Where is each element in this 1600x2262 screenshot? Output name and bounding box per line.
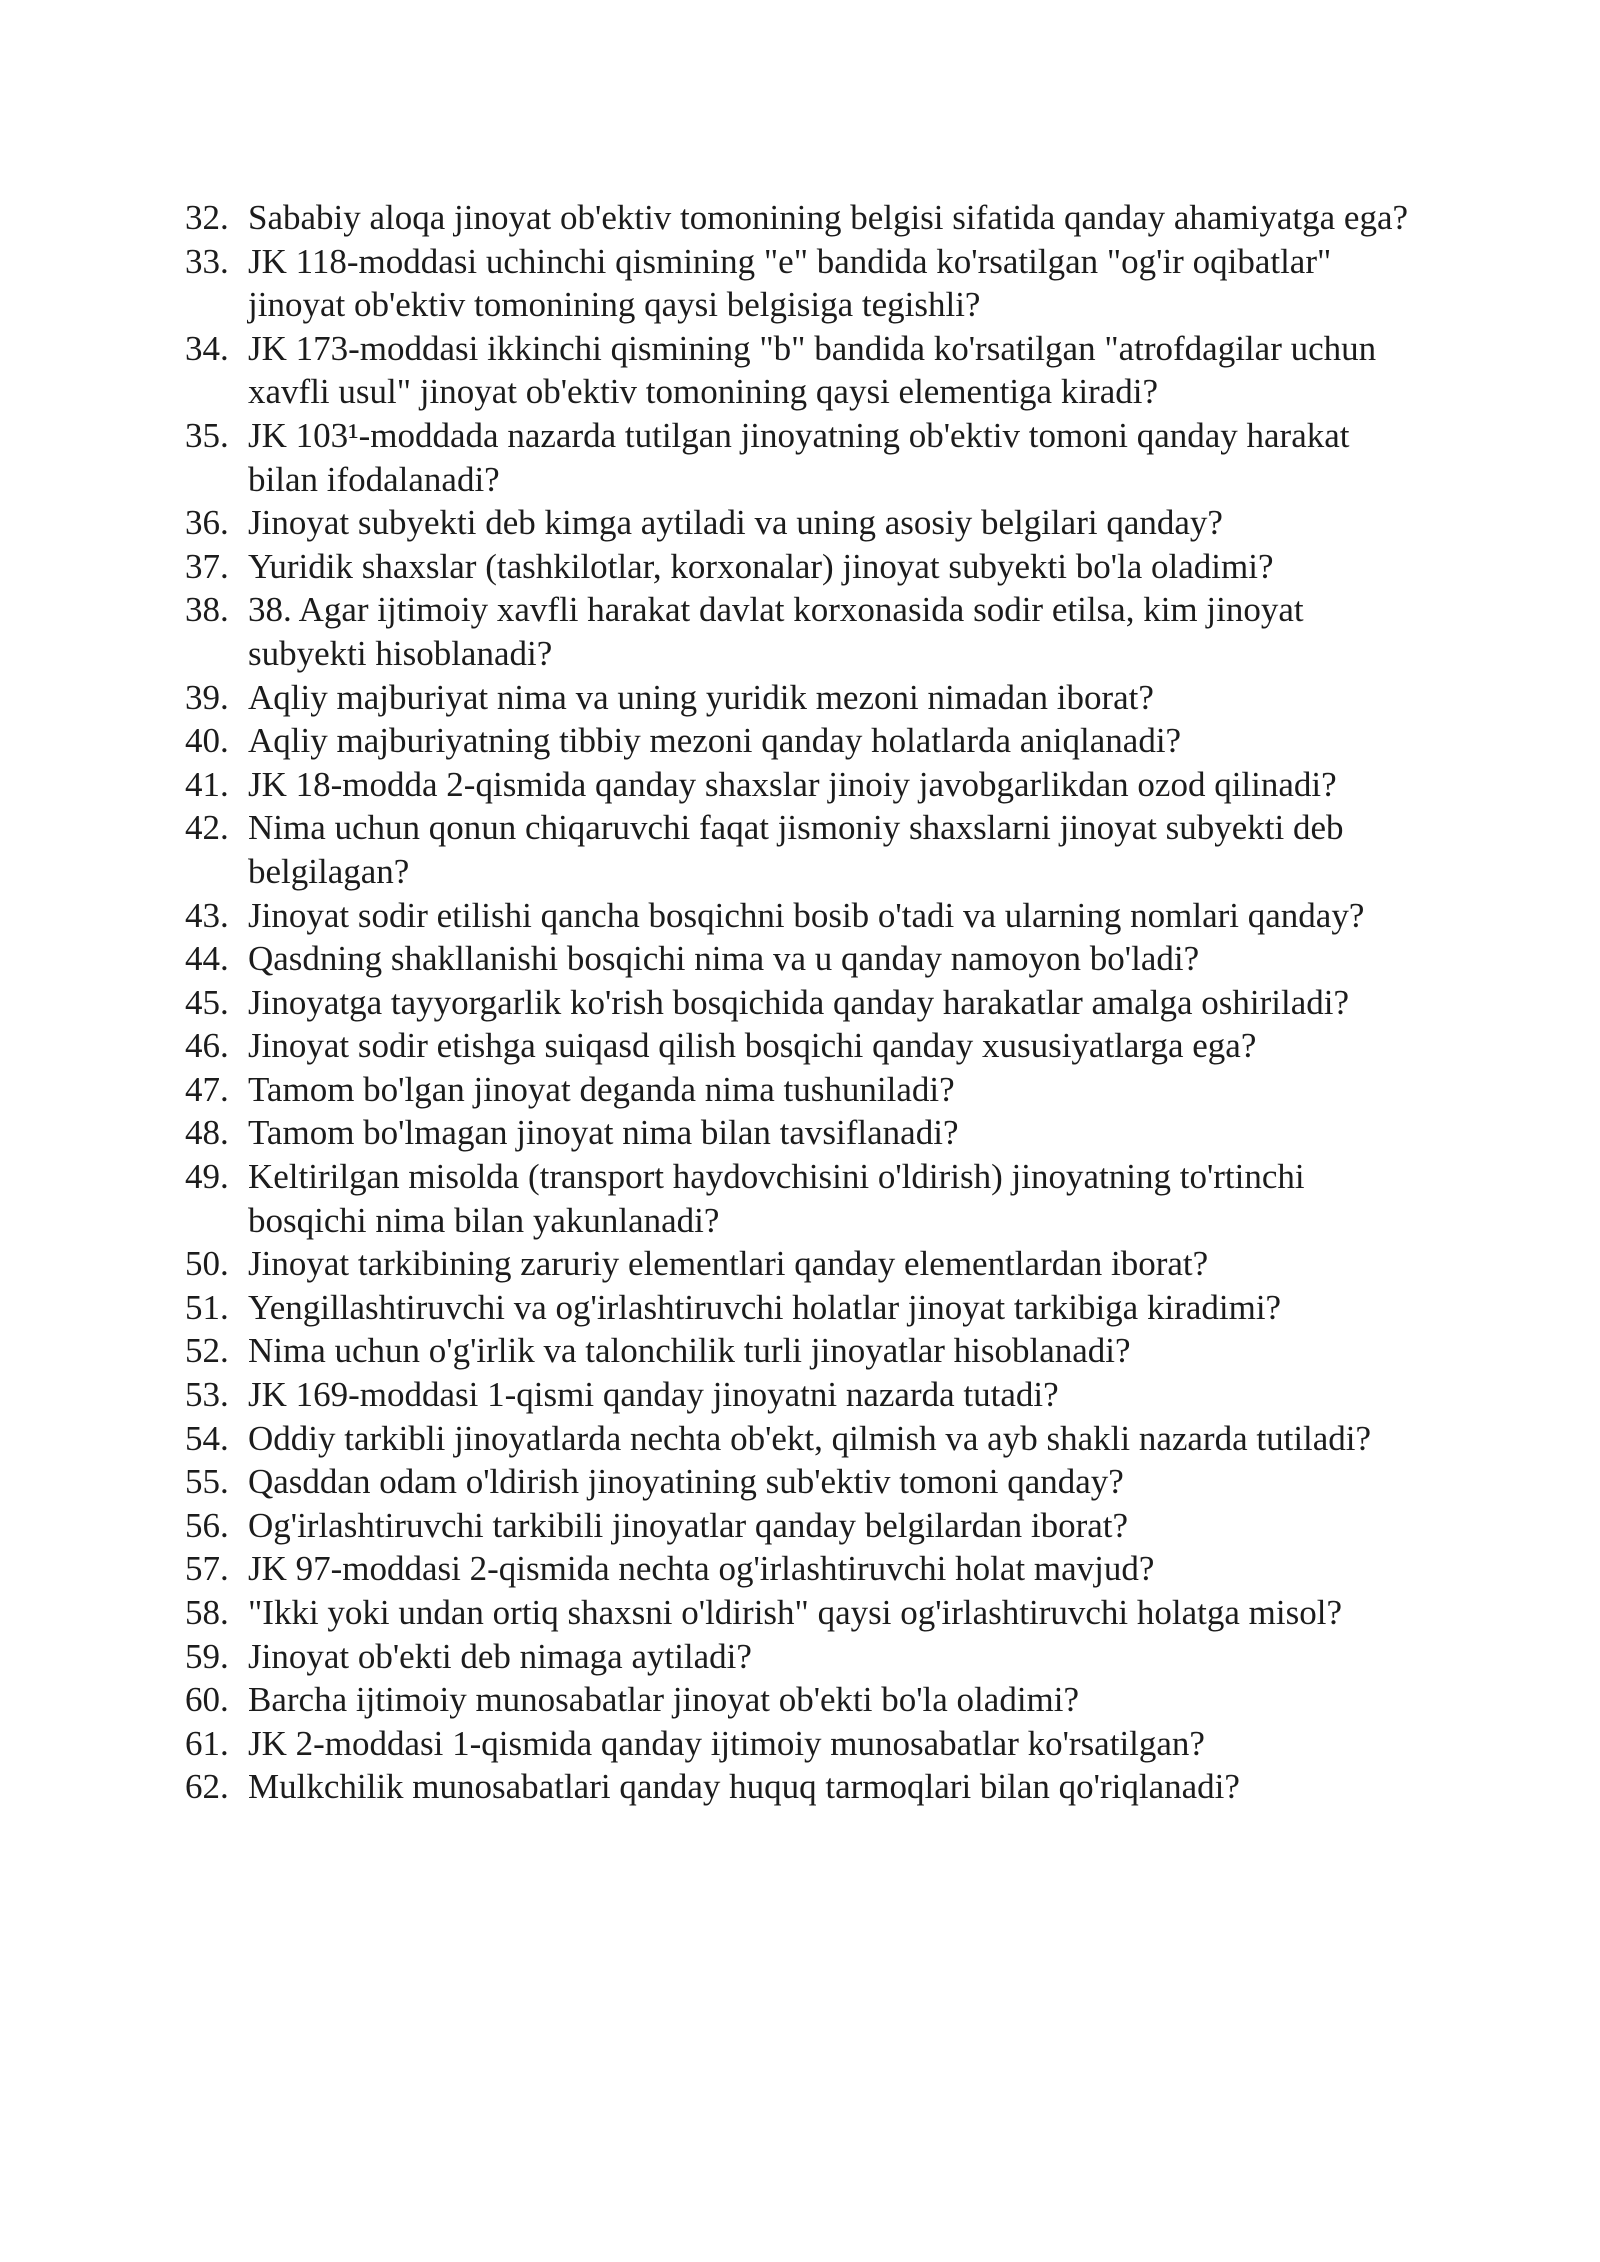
question-number: 40. <box>185 721 229 761</box>
question-number: 45. <box>185 982 229 1022</box>
question-item <box>185 1547 1415 1591</box>
question-item <box>185 719 1415 763</box>
question-text: Tamom bo'lmagan jinoyat nima bilan tavsiflanadi? <box>248 1113 959 1153</box>
question-item <box>185 981 1415 1025</box>
question-number: 32. <box>185 198 229 237</box>
question-item <box>185 545 1415 589</box>
question-number: 42. <box>185 808 229 848</box>
question-item <box>185 763 1415 807</box>
question-text: Jinoyat tarkibining zaruriy elementlari qanday elementlardan iborat? <box>248 1244 1209 1284</box>
question-item <box>185 1417 1415 1461</box>
question-text: Sababiy aloqa jinoyat ob'ektiv tomonining belgisi sifatida qanday ahamiyatga ega? <box>248 198 1409 237</box>
question-text: Yuridik shaxslar (tashkilotlar, korxonalar) jinoyat subyekti bo'la oladimi? <box>248 546 1274 586</box>
question-number: 56. <box>185 1505 229 1545</box>
question-item <box>185 588 1415 675</box>
question-number: 57. <box>185 1549 229 1589</box>
question-text: Og'irlashtiruvchi tarkibili jinoyatlar qanday belgilardan iborat? <box>248 1505 1129 1545</box>
question-number: 37. <box>185 546 229 586</box>
question-number: 33. <box>185 241 229 281</box>
question-text: "Ikki yoki undan ortiq shaxsni o'ldirish" qaysi og'irlashtiruvchi holatga misol? <box>248 1593 1342 1632</box>
question-number: 54. <box>185 1418 229 1458</box>
question-number: 39. <box>185 677 229 717</box>
question-item <box>185 1329 1415 1373</box>
question-number: 58. <box>185 1593 229 1632</box>
question-text: Tamom bo'lgan jinoyat deganda nima tushuniladi? <box>248 1069 955 1109</box>
question-text: Aqliy majburiyatning tibbiy mezoni qanday holatlarda aniqlanadi? <box>248 721 1182 761</box>
question-item <box>185 1155 1415 1242</box>
question-text: JK 169-moddasi 1-qismi qanday jinoyatni nazarda tutadi? <box>248 1375 1059 1415</box>
question-item <box>185 676 1415 720</box>
question-number: 62. <box>185 1767 229 1807</box>
question-number: 51. <box>185 1287 229 1327</box>
question-text: 38. Agar ijtimoiy xavfli harakat davlat korxonasida sodir etilsa, kim jinoyat subyekti hisoblanadi? <box>248 590 1304 673</box>
question-text: Mulkchilik munosabatlari qanday huquq tarmoqlari bilan qo'riqlanadi? <box>248 1767 1240 1807</box>
question-item <box>185 1242 1415 1286</box>
question-item <box>185 1286 1415 1330</box>
question-item <box>185 1068 1415 1112</box>
question-item <box>185 1765 1415 1809</box>
question-number: 44. <box>185 939 229 979</box>
question-text: Jinoyat sodir etilishi qancha bosqichni bosib o'tadi va ularning nomlari qanday? <box>248 895 1365 935</box>
question-text: Qasdning shakllanishi bosqichi nima va u qanday namoyon bo'ladi? <box>248 939 1200 979</box>
question-item <box>185 1504 1415 1548</box>
question-number: 49. <box>185 1157 229 1197</box>
question-list <box>185 196 1415 1809</box>
question-number: 43. <box>185 895 229 935</box>
question-item <box>185 937 1415 981</box>
question-text: Qasddan odam o'ldirish jinoyatining sub'ektiv tomoni qanday? <box>248 1462 1124 1502</box>
question-text: Yengillashtiruvchi va og'irlashtiruvchi holatlar jinoyat tarkibiga kiradimi? <box>248 1287 1282 1327</box>
question-text: Oddiy tarkibli jinoyatlarda nechta ob'ekt, qilmish va ayb shakli nazarda tutiladi? <box>248 1418 1372 1458</box>
question-text: Jinoyat ob'ekti deb nimaga aytiladi? <box>248 1636 752 1676</box>
question-text: JK 103¹-moddada nazarda tutilgan jinoyatning ob'ektiv tomoni qanday harakat bilan ifodalanadi? <box>248 415 1350 499</box>
question-text: JK 173-moddasi ikkinchi qismining "b" bandida ko'rsatilgan "atrofdagilar uchun xavfli usul" jinoyat ob'ektiv tomonining qaysi elementiga kiradi? <box>248 328 1377 412</box>
question-number: 47. <box>185 1069 229 1109</box>
question-item <box>185 1460 1415 1504</box>
question-number: 38. <box>185 590 229 630</box>
question-number: 52. <box>185 1331 229 1371</box>
question-item <box>185 501 1415 545</box>
question-item <box>185 414 1415 501</box>
question-number: 48. <box>185 1113 229 1153</box>
question-item <box>185 1024 1415 1068</box>
question-number: 50. <box>185 1244 229 1284</box>
question-number: 36. <box>185 503 229 543</box>
question-text: Jinoyat subyekti deb kimga aytiladi va uning asosiy belgilari qanday? <box>248 503 1223 543</box>
question-number: 59. <box>185 1636 229 1676</box>
question-text: Aqliy majburiyat nima va uning yuridik mezoni nimadan iborat? <box>248 677 1154 717</box>
question-text: Keltirilgan misolda (transport haydovchisini o'ldirish) jinoyatning to'rtinchi bosqichi nima bilan yakunlanadi? <box>248 1157 1305 1240</box>
question-item <box>185 894 1415 938</box>
question-item <box>185 196 1415 240</box>
question-item <box>185 240 1415 327</box>
question-text: JK 97-moddasi 2-qismida nechta og'irlashtiruvchi holat mavjud? <box>248 1549 1155 1589</box>
question-number: 55. <box>185 1462 229 1502</box>
question-text: Barcha ijtimoiy munosabatlar jinoyat ob'ekti bo'la oladimi? <box>248 1680 1080 1720</box>
question-item <box>185 1635 1415 1679</box>
question-text: JK 18-modda 2-qismida qanday shaxslar jinoiy javobgarlikdan ozod qilinadi? <box>248 764 1337 804</box>
question-item <box>185 327 1415 414</box>
question-text: Nima uchun qonun chiqaruvchi faqat jismoniy shaxslarni jinoyat subyekti deb belgilagan? <box>248 808 1344 891</box>
question-number: 41. <box>185 764 229 804</box>
question-text: Jinoyatga tayyorgarlik ko'rish bosqichida qanday harakatlar amalga oshiriladi? <box>248 982 1350 1022</box>
question-text: Jinoyat sodir etishga suiqasd qilish bosqichi qanday xususiyatlarga ega? <box>248 1026 1257 1066</box>
question-item <box>185 806 1415 893</box>
question-item <box>185 1722 1415 1766</box>
question-item <box>185 1678 1415 1722</box>
question-item <box>185 1111 1415 1155</box>
question-number: 35. <box>185 415 229 455</box>
question-number: 61. <box>185 1723 229 1763</box>
question-number: 34. <box>185 328 229 368</box>
question-text: JK 2-moddasi 1-qismida qanday ijtimoiy munosabatlar ko'rsatilgan? <box>248 1723 1205 1763</box>
question-text: JK 118-moddasi uchinchi qismining "e" bandida ko'rsatilgan "og'ir oqibatlar" jinoyat ob'ektiv tomonining qaysi belgisiga tegishli? <box>248 241 1332 325</box>
question-number: 53. <box>185 1375 229 1415</box>
question-item <box>185 1373 1415 1417</box>
question-item <box>185 1591 1415 1635</box>
question-text: Nima uchun o'g'irlik va talonchilik turli jinoyatlar hisoblanadi? <box>248 1331 1131 1371</box>
question-number: 46. <box>185 1026 229 1066</box>
question-number: 60. <box>185 1680 229 1720</box>
